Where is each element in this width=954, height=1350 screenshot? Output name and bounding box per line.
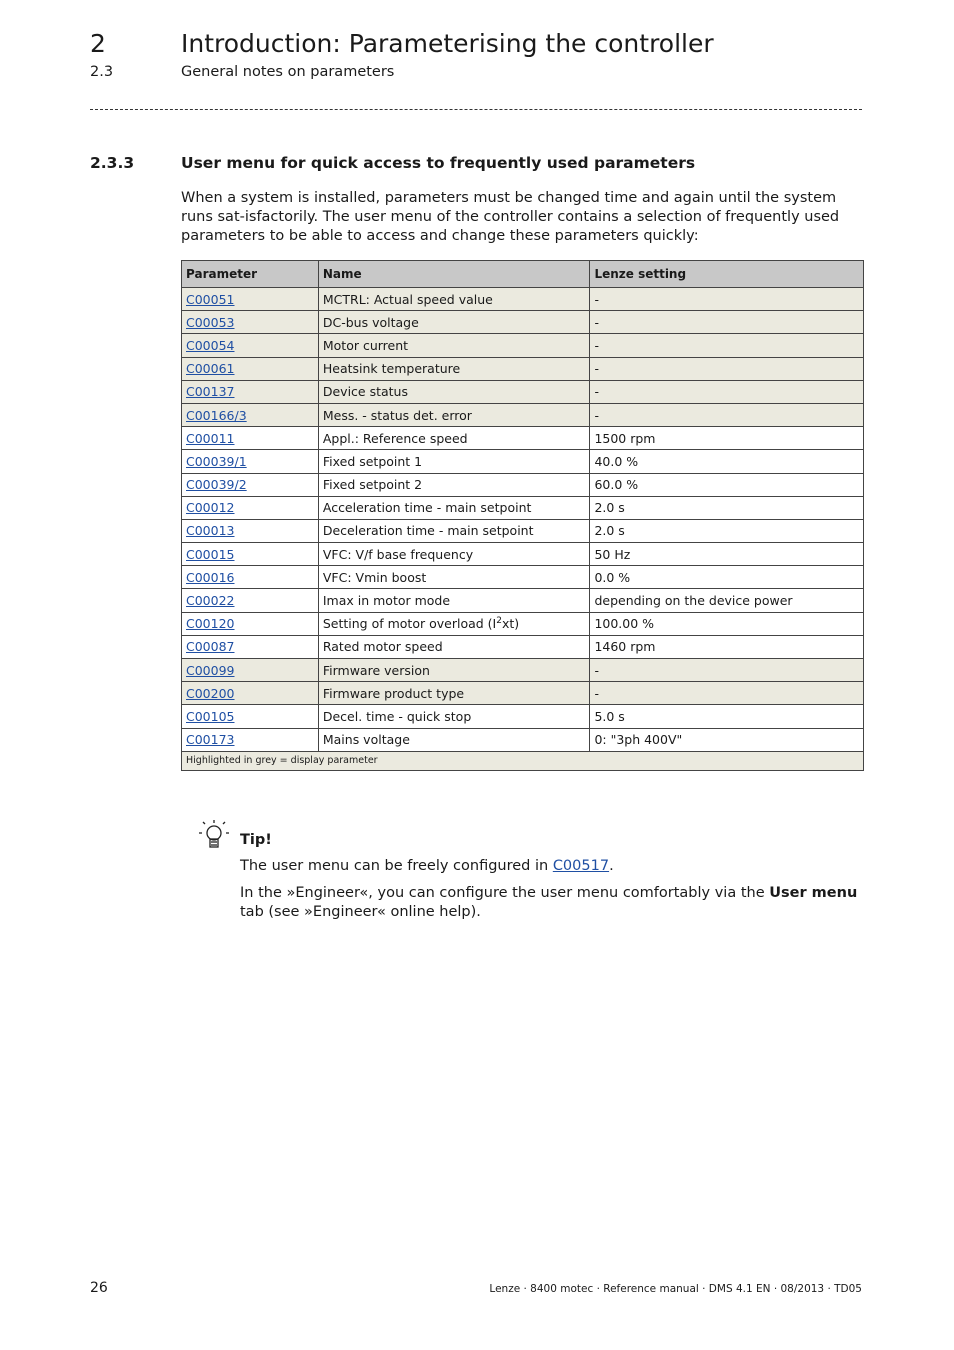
- tip-paragraph-2: [240, 884, 865, 922]
- header-lenze-setting: Lenze setting: [590, 261, 864, 288]
- table-row: [182, 566, 864, 589]
- parameter-cell: [182, 612, 319, 635]
- parameter-link[interactable]: C00166/3: [186, 407, 247, 423]
- parameter-link[interactable]: C00120: [186, 616, 235, 632]
- parameter-link[interactable]: C00054: [186, 337, 235, 353]
- lenze-setting-cell: 40.0 %: [590, 450, 864, 473]
- parameter-name: DC-bus voltage: [322, 314, 419, 330]
- parameter-link[interactable]: C00016: [186, 569, 235, 585]
- lenze-setting-cell: 2.0 s: [590, 519, 864, 542]
- table-header-row: [182, 261, 864, 288]
- table-row: [182, 357, 864, 380]
- table-row: [182, 705, 864, 728]
- parameter-link[interactable]: C00013: [186, 523, 235, 539]
- header-divider: [90, 109, 862, 110]
- parameter-name: Deceleration time - main setpoint: [322, 523, 534, 539]
- parameter-link[interactable]: C00173: [186, 732, 235, 748]
- parameter-name: Rated motor speed: [322, 639, 443, 655]
- tip-p1-text: The user menu can be freely configured in: [240, 858, 553, 874]
- parameter-name: Acceleration time - main setpoint: [322, 500, 532, 516]
- tip-p2-end: tab (see »Engineer« online help).: [240, 904, 481, 920]
- parameter-link[interactable]: C00061: [186, 361, 235, 377]
- parameter-cell: [182, 427, 319, 450]
- parameter-link[interactable]: C00137: [186, 384, 235, 400]
- parameter-link[interactable]: C00051: [186, 291, 235, 307]
- table-row: [182, 450, 864, 473]
- parameter-cell: [182, 566, 319, 589]
- parameter-name: Setting of motor overload (I: [322, 616, 497, 632]
- parameter-name: VFC: Vmin boost: [322, 569, 427, 585]
- parameter-name: Fixed setpoint 2: [322, 477, 423, 493]
- name-cell: [318, 450, 590, 473]
- lenze-setting-cell: 1500 rpm: [590, 427, 864, 450]
- name-cell: [318, 496, 590, 519]
- lenze-setting-cell: 100.00 %: [590, 612, 864, 635]
- name-cell: [318, 473, 590, 496]
- tip-p2-text: In the »Engineer«, you can configure the user menu comfortably via the: [240, 885, 770, 901]
- parameter-name: Appl.: Reference speed: [322, 430, 468, 446]
- name-cell: [318, 357, 590, 380]
- name-cell: [318, 612, 590, 635]
- lenze-setting-cell: 5.0 s: [590, 705, 864, 728]
- parameter-cell: [182, 357, 319, 380]
- subsection-title: User menu for quick access to frequently used parameters: [181, 154, 696, 172]
- parameter-cell: [182, 659, 319, 682]
- table-row: [182, 380, 864, 403]
- table-row: [182, 334, 864, 357]
- lenze-setting-cell: 1460 rpm: [590, 635, 864, 658]
- name-cell: [318, 682, 590, 705]
- footer-doc-info: Lenze · 8400 motec · Reference manual · DMS 4.1 EN · 08/2013 · TD05: [489, 1283, 862, 1295]
- parameter-name: MCTRL: Actual speed value: [322, 291, 493, 307]
- name-cell: [318, 635, 590, 658]
- table-row: [182, 311, 864, 334]
- parameter-link[interactable]: C00087: [186, 639, 235, 655]
- parameter-cell: [182, 705, 319, 728]
- table-row: [182, 612, 864, 635]
- table-row: [182, 427, 864, 450]
- table-row: [182, 519, 864, 542]
- name-cell: [318, 288, 590, 311]
- parameter-name: Fixed setpoint 1: [322, 453, 423, 469]
- table-note: Highlighted in grey = display parameter: [182, 751, 864, 770]
- parameter-cell: [182, 589, 319, 612]
- table-row: [182, 473, 864, 496]
- parameter-cell: [182, 543, 319, 566]
- lenze-setting-cell: 0: "3ph 400V": [590, 728, 864, 751]
- name-cell: [318, 659, 590, 682]
- parameter-cell: [182, 403, 319, 426]
- table-row: [182, 682, 864, 705]
- parameter-link[interactable]: C00200: [186, 685, 235, 701]
- parameter-link[interactable]: C00105: [186, 708, 235, 724]
- parameter-name: Imax in motor mode: [322, 593, 451, 609]
- parameter-name: Device status: [322, 384, 408, 400]
- parameter-link[interactable]: C00099: [186, 662, 235, 678]
- parameter-table: [181, 260, 864, 771]
- parameter-link[interactable]: C00011: [186, 430, 235, 446]
- parameter-cell: [182, 450, 319, 473]
- header-name: Name: [318, 261, 590, 288]
- lenze-setting-cell: -: [590, 311, 864, 334]
- parameter-link[interactable]: C00015: [186, 546, 235, 562]
- name-cell: [318, 403, 590, 426]
- table-row: [182, 589, 864, 612]
- parameter-cell: [182, 728, 319, 751]
- parameter-link-c00517[interactable]: C00517: [552, 858, 610, 874]
- lenze-setting-cell: -: [590, 357, 864, 380]
- parameter-name: Motor current: [322, 337, 409, 353]
- superscript: 2: [496, 616, 502, 627]
- page-number: 26: [90, 1280, 108, 1296]
- name-cell: [318, 566, 590, 589]
- parameter-link[interactable]: C00039/1: [186, 453, 247, 469]
- intro-paragraph: When a system is installed, parameters must be changed time and again until the system runs sat-isfactorily. The user menu of the controller contains a selection of frequently used parameters to be able to access and change these parameters quickly:: [181, 190, 840, 244]
- lenze-setting-cell: -: [590, 659, 864, 682]
- name-cell: [318, 427, 590, 450]
- lenze-setting-cell: depending on the device power: [590, 589, 864, 612]
- name-cell: [318, 589, 590, 612]
- chapter-number: 2: [90, 29, 106, 58]
- lenze-setting-cell: -: [590, 682, 864, 705]
- parameter-cell: [182, 380, 319, 403]
- name-cell: [318, 519, 590, 542]
- name-cell: [318, 380, 590, 403]
- lenze-setting-cell: -: [590, 334, 864, 357]
- table-note-row: [182, 751, 864, 770]
- lenze-setting-cell: -: [590, 288, 864, 311]
- name-cell: [318, 728, 590, 751]
- parameter-name: Decel. time - quick stop: [322, 708, 472, 724]
- parameter-name: Mess. - status det. error: [322, 407, 472, 423]
- table-row: [182, 659, 864, 682]
- parameter-name-tail: xt): [501, 616, 520, 632]
- parameter-cell: [182, 288, 319, 311]
- parameter-name: Heatsink temperature: [322, 361, 461, 377]
- table-row: [182, 543, 864, 566]
- tip-label: Tip!: [240, 832, 272, 848]
- name-cell: [318, 705, 590, 728]
- parameter-cell: [182, 473, 319, 496]
- table-row: [182, 403, 864, 426]
- parameter-cell: [182, 519, 319, 542]
- lenze-setting-cell: 60.0 %: [590, 473, 864, 496]
- parameter-name: Mains voltage: [322, 732, 410, 748]
- header-parameter: Parameter: [182, 261, 319, 288]
- lenze-setting-cell: 50 Hz: [590, 543, 864, 566]
- lenze-setting-cell: 0.0 %: [590, 566, 864, 589]
- name-cell: [318, 543, 590, 566]
- parameter-name: VFC: V/f base frequency: [322, 546, 474, 562]
- lenze-setting-cell: -: [590, 380, 864, 403]
- parameter-link[interactable]: C00039/2: [186, 477, 247, 493]
- lightbulb-icon: [196, 818, 232, 854]
- parameter-cell: [182, 334, 319, 357]
- parameter-cell: [182, 496, 319, 519]
- table-row: [182, 288, 864, 311]
- subsection-number: 2.3.3: [90, 154, 135, 172]
- tip-p1-end: .: [609, 858, 614, 874]
- table-row: [182, 496, 864, 519]
- table-row: [182, 728, 864, 751]
- parameter-cell: [182, 682, 319, 705]
- parameter-link[interactable]: C00053: [186, 314, 235, 330]
- parameter-name: Firmware product type: [322, 685, 465, 701]
- section-number: 2.3: [90, 64, 114, 80]
- chapter-title: Introduction: Parameterising the controller: [181, 29, 714, 58]
- table-row: [182, 635, 864, 658]
- parameter-cell: [182, 311, 319, 334]
- tip-paragraph-1: [240, 857, 614, 876]
- lenze-setting-cell: -: [590, 403, 864, 426]
- user-menu-term: User menu: [769, 885, 858, 901]
- name-cell: [318, 311, 590, 334]
- section-title: General notes on parameters: [181, 64, 395, 80]
- lenze-setting-cell: 2.0 s: [590, 496, 864, 519]
- name-cell: [318, 334, 590, 357]
- parameter-link[interactable]: C00012: [186, 500, 235, 516]
- parameter-name: Firmware version: [322, 662, 430, 678]
- parameter-link[interactable]: C00022: [186, 593, 235, 609]
- parameter-cell: [182, 635, 319, 658]
